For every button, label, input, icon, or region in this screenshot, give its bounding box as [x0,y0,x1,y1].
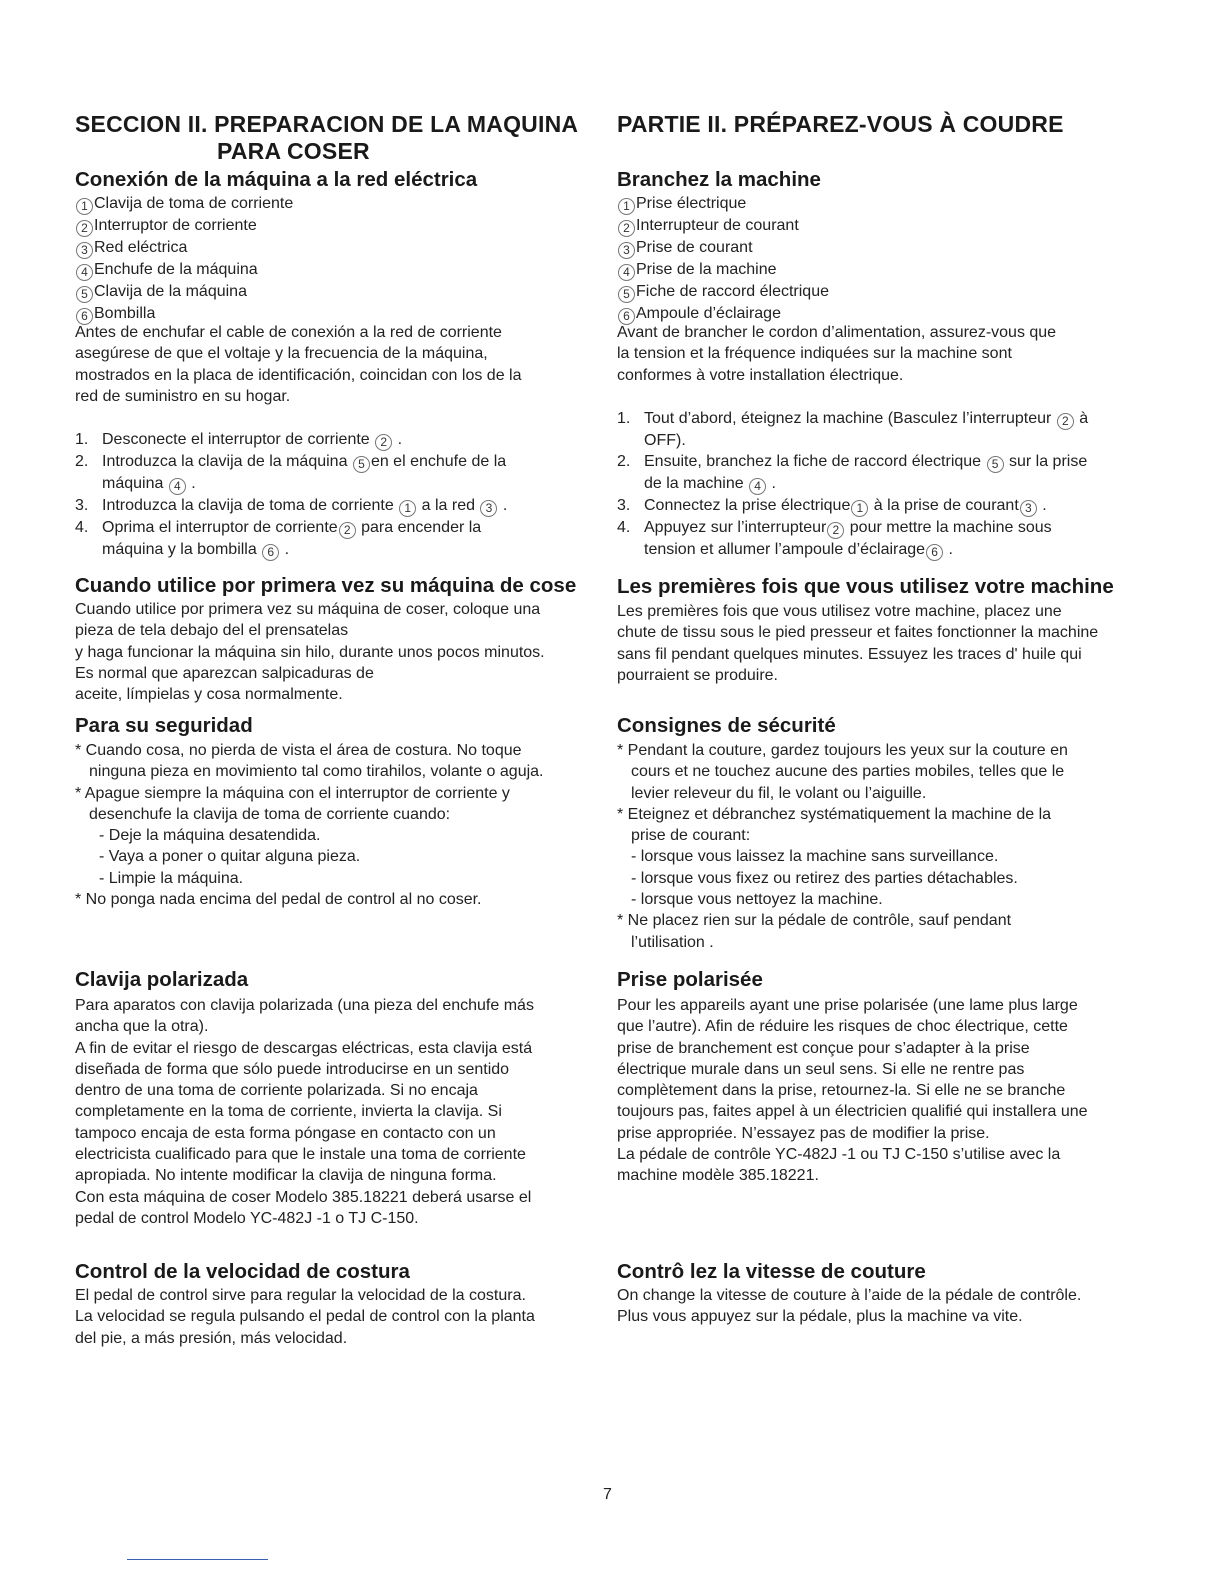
number-circle-icon: 2 [375,434,392,451]
fr-heading-safety: Consignes de sécurité [617,714,836,737]
number-circle-icon: 5 [987,456,1004,473]
es-first-use-text: Cuando utilice por primera vez su máquina de coser, coloque una pieza de tela debajo del el prensatelas y haga funcionar la máquina sin hilo, durante unos pocos minutos. Es normal que aparezcan salpicaduras de aceite, límpielas y cosa normalmente. [75,601,545,704]
es-polarized-text: Para aparatos con clavija polarizada (una pieza del enchufe más ancha que la otra). A fin de evitar el riesgo de descargas eléctricas, esta clavija está diseñada de forma que sólo puede introducirse en un sentido dentro de una toma de corriente polarizada. Si no encaja completamente en la toma de corriente, invierta la clavija. Si tampoco encaja de esta forma póngase en contacto con un electricista cualificado para que le instale una toma de corriente apropiada. No intente modificar la clavija de ninguna forma. Con esta máquina de coser Modelo 385.18221 deberá usarse el pedal de control Modelo YC-482J -1 o TJ C-150. [75,997,534,1227]
es-step: 4. Oprima el interruptor de corriente 2 para encender la [75,519,482,537]
fr-part-item: 2 Interrupteur de courant [617,215,829,237]
fr-polarized-text: Pour les appareils ayant une prise polarisée (une lame plus large que l’autre). Afin de réduire les risques de choc électrique, cette prise de branchement est conçue pour s’adapter à la prise électrique murale dans un seul sens. Si elle ne rentre pas complètement dans la prise, retournez-la. Si elle ne se branche toujours pas, faites appel à un électricien qualifié qui installera une prise appropriée. N’essayez pas de modifier la prise. La pédale de contrôle YC-482J -1 ou TJ C-150 s’utilise avec la machine modèle 385.18221. [617,997,1088,1185]
number-circle-icon: 4 [76,264,93,281]
number-circle-icon: 1 [399,500,416,517]
es-parts-list [75,193,293,325]
number-circle-icon: 3 [480,500,497,517]
fr-step-continued: de la machine 4 . [644,475,776,494]
number-circle-icon: 6 [262,544,279,561]
number-circle-icon: 6 [76,308,93,325]
es-part-item: 1 Clavija de toma de corriente [75,193,293,215]
es-section-title-line2: PARA COSER [217,138,370,164]
number-circle-icon: 5 [618,286,635,303]
es-heading-first-use: Cuando utilice por primera vez su máquina de cose [75,574,577,597]
number-circle-icon: 4 [618,264,635,281]
number-circle-icon: 4 [169,478,186,495]
es-part-item: 3 Red eléctrica [75,237,293,259]
fr-part-item: 4 Prise de la machine [617,259,829,281]
es-part-item: 2 Interruptor de corriente [75,215,293,237]
number-circle-icon: 2 [827,522,844,539]
number-circle-icon: 2 [339,522,356,539]
es-heading-safety: Para su seguridad [75,714,253,737]
es-step: 1. Desconecte el interruptor de corriente 2 . [75,431,403,449]
fr-first-use-text: Les premières fois que vous utilisez votre machine, placez une chute de tissu sous le pied presseur et faites fonctionner la machine sans fil pendant quelques minutes. Essuyez les traces d' huile qui pourraient se produire. [617,603,1099,684]
fr-step: 4. Appuyez sur l’interrupteur 2 pour mettre la machine sous [617,519,1052,538]
number-circle-icon: 3 [618,242,635,259]
fr-part-item: 6 Ampoule d’éclairage [617,303,829,325]
number-circle-icon: 2 [618,220,635,237]
number-circle-icon: 5 [76,286,93,303]
fr-safety-text: * Pendant la couture, gardez toujours les yeux sur la couture en cours et ne touchez aucune des parties mobiles, telles que le levier releveur du fil, le volant ou l’aiguille. * Eteignez et débranchez systématiquement la machine de la prise de courant: - lorsque vous laissez la machine sans surveillance. - lorsque vous fixez ou retirez des parties détachables. - lorsque vous nettoyez la machine. * Ne placez rien sur la pédale de contrôle, sauf pendant l’utilisation . [617,742,1068,951]
es-step: 3. Introduzca la clavija de toma de corriente 1 a la red 3 . [75,497,508,515]
es-connection-intro: Antes de enchufar el cable de conexión a la red de corriente asegúrese de que el voltaje y la frecuencia de la máquina, mostrados en la placa de identificación, coincidan con los de la red de suministro en su hogar. [75,324,522,405]
number-circle-icon: 1 [76,198,93,215]
es-part-item: 4 Enchufe de la máquina [75,259,293,281]
page-number: 7 [603,1486,612,1503]
number-circle-icon: 3 [1020,500,1037,517]
es-heading-polarized: Clavija polarizada [75,968,249,991]
fr-step-continued: OFF). [644,432,686,449]
number-circle-icon: 6 [926,544,943,561]
fr-connection-intro: Avant de brancher le cordon d’alimentation, assurez-vous que la tension et la fréquence indiquées sur la machine sont conformes à votre installation électrique. [617,324,1057,384]
fr-step: 1. Tout d’abord, éteignez la machine (Basculez l’interrupteur 2 à [617,410,1089,428]
es-step: 2. Introduzca la clavija de la máquina 5 en el enchufe de la [75,453,507,471]
footer-divider [127,1559,268,1560]
number-circle-icon: 2 [1057,413,1074,430]
number-circle-icon: 1 [851,500,868,517]
number-circle-icon: 6 [618,308,635,325]
fr-step: 3. Connectez la prise électrique 1 à la prise de courant 3 . [617,497,1047,516]
fr-heading-polarized: Prise polarisée [617,968,763,991]
es-part-item: 6 Bombilla [75,303,293,325]
es-step-continued: máquina 4 . [102,475,196,493]
fr-part-item: 3 Prise de courant [617,237,829,259]
fr-connection-steps [617,408,1088,561]
fr-speed-text: On change la vitesse de couture à l’aide de la pédale de contrôle. Plus vous appuyez sur la pédale, plus la machine va vite. [617,1287,1082,1326]
fr-section-title: PARTIE II. PRÉPAREZ-VOUS À COUDRE [617,111,1064,137]
fr-part-item: 1 Prise électrique [617,193,829,215]
fr-heading-speed: Contrô lez la vitesse de couture [617,1260,926,1283]
number-circle-icon: 3 [76,242,93,259]
es-part-item: 5 Clavija de la máquina [75,281,293,303]
fr-heading-first-use: Les premières fois que vous utilisez votre machine [617,575,1114,598]
es-safety-text: * Cuando cosa, no pierda de vista el área de costura. No toque ninguna pieza en movimiento tal como tirahilos, volante o aguja. * Apague siempre la máquina con el interruptor de corriente y desenchufe la clavija de toma de corriente cuando: - Deje la máquina desatendida. - Vaya a poner o quitar alguna pieza. - Limpie la máquina. * No ponga nada encima del pedal de control al no coser. [75,742,544,909]
number-circle-icon: 5 [353,456,370,473]
number-circle-icon: 4 [749,478,766,495]
fr-parts-list [617,193,829,325]
es-connection-steps [75,429,507,561]
fr-step-continued: tension et allumer l’ampoule d’éclairage 6 . [644,541,953,560]
es-heading-speed: Control de la velocidad de costura [75,1260,410,1283]
fr-part-item: 5 Fiche de raccord électrique [617,281,829,303]
es-heading-connection: Conexión de la máquina a la red eléctrica [75,168,478,191]
number-circle-icon: 2 [76,220,93,237]
fr-heading-connection: Branchez la machine [617,168,821,191]
es-section-title: SECCION II. PREPARACION DE LA MAQUINA [75,111,579,137]
es-speed-text: El pedal de control sirve para regular la velocidad de la costura. La velocidad se regula pulsando el pedal de control con la planta del pie, a más presión, más velocidad. [75,1287,535,1347]
number-circle-icon: 1 [618,198,635,215]
es-step-continued: máquina y la bombilla 6 . [102,541,290,559]
fr-step: 2. Ensuite, branchez la fiche de raccord électrique 5 sur la prise [617,453,1088,472]
